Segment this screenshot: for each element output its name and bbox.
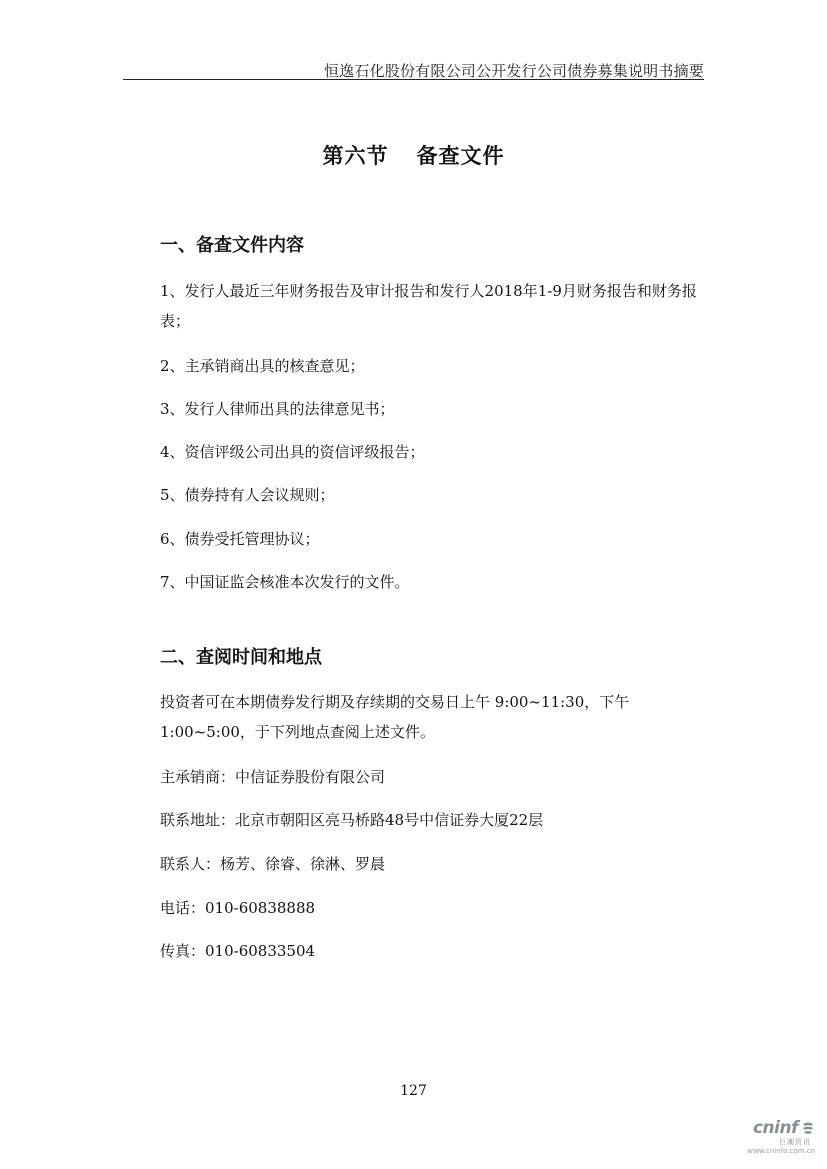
list-item	[123, 276, 704, 336]
cninfo-logo-text: cninf	[752, 1118, 798, 1138]
list-item: 7、中国证监会核准本次发行的文件。	[160, 573, 410, 591]
page-number: 127	[400, 1083, 427, 1099]
list-item-text: 1、发行人最近三年财务报告及审计报告和发行人2018年1-9月财务报告和财务报表；	[160, 282, 697, 330]
section-name: 备查文件	[416, 144, 505, 168]
fax-line: 传真：010-60833504	[160, 942, 316, 960]
list-item: 6、债券受托管理协议；	[160, 530, 320, 548]
phone-line: 电话：010-60838888	[160, 899, 316, 917]
section-title	[0, 140, 827, 170]
heading-document-contents: 一、备查文件内容	[160, 235, 304, 256]
cninfo-logo-icon	[801, 1121, 815, 1135]
list-item: 4、资信评级公司出具的资信评级报告；	[160, 443, 425, 461]
list-item: 2、主承销商出具的核查意见；	[160, 357, 365, 375]
running-header: 恒逸石化股份有限公司公开发行公司债券募集说明书摘要	[323, 62, 704, 80]
cninfo-watermark	[723, 1118, 815, 1156]
intro-text: 投资者可在本期债券发行期及存续期的交易日上午 9:00~11:30，下午1:00~5:00，于下列地点查阅上述文件。	[160, 693, 630, 741]
cninfo-url: www.cninfo.com.cn	[747, 1147, 815, 1155]
list-item: 5、债券持有人会议规则；	[160, 486, 335, 504]
header-divider	[123, 79, 704, 80]
list-item: 3、发行人律师出具的法律意见书；	[160, 400, 395, 418]
contacts-line: 联系人：杨芳、徐睿、徐淋、罗晨	[160, 855, 386, 873]
address-line: 联系地址：北京市朝阳区亮马桥路48号中信证券大厦22层	[160, 811, 544, 829]
section-number: 第六节	[322, 144, 389, 168]
heading-inspection-time-place: 二、查阅时间和地点	[160, 647, 322, 668]
underwriter-line: 主承销商：中信证券股份有限公司	[160, 768, 386, 786]
intro-paragraph	[123, 687, 704, 747]
cninfo-chinese-name: 巨潮资讯	[779, 1138, 811, 1146]
